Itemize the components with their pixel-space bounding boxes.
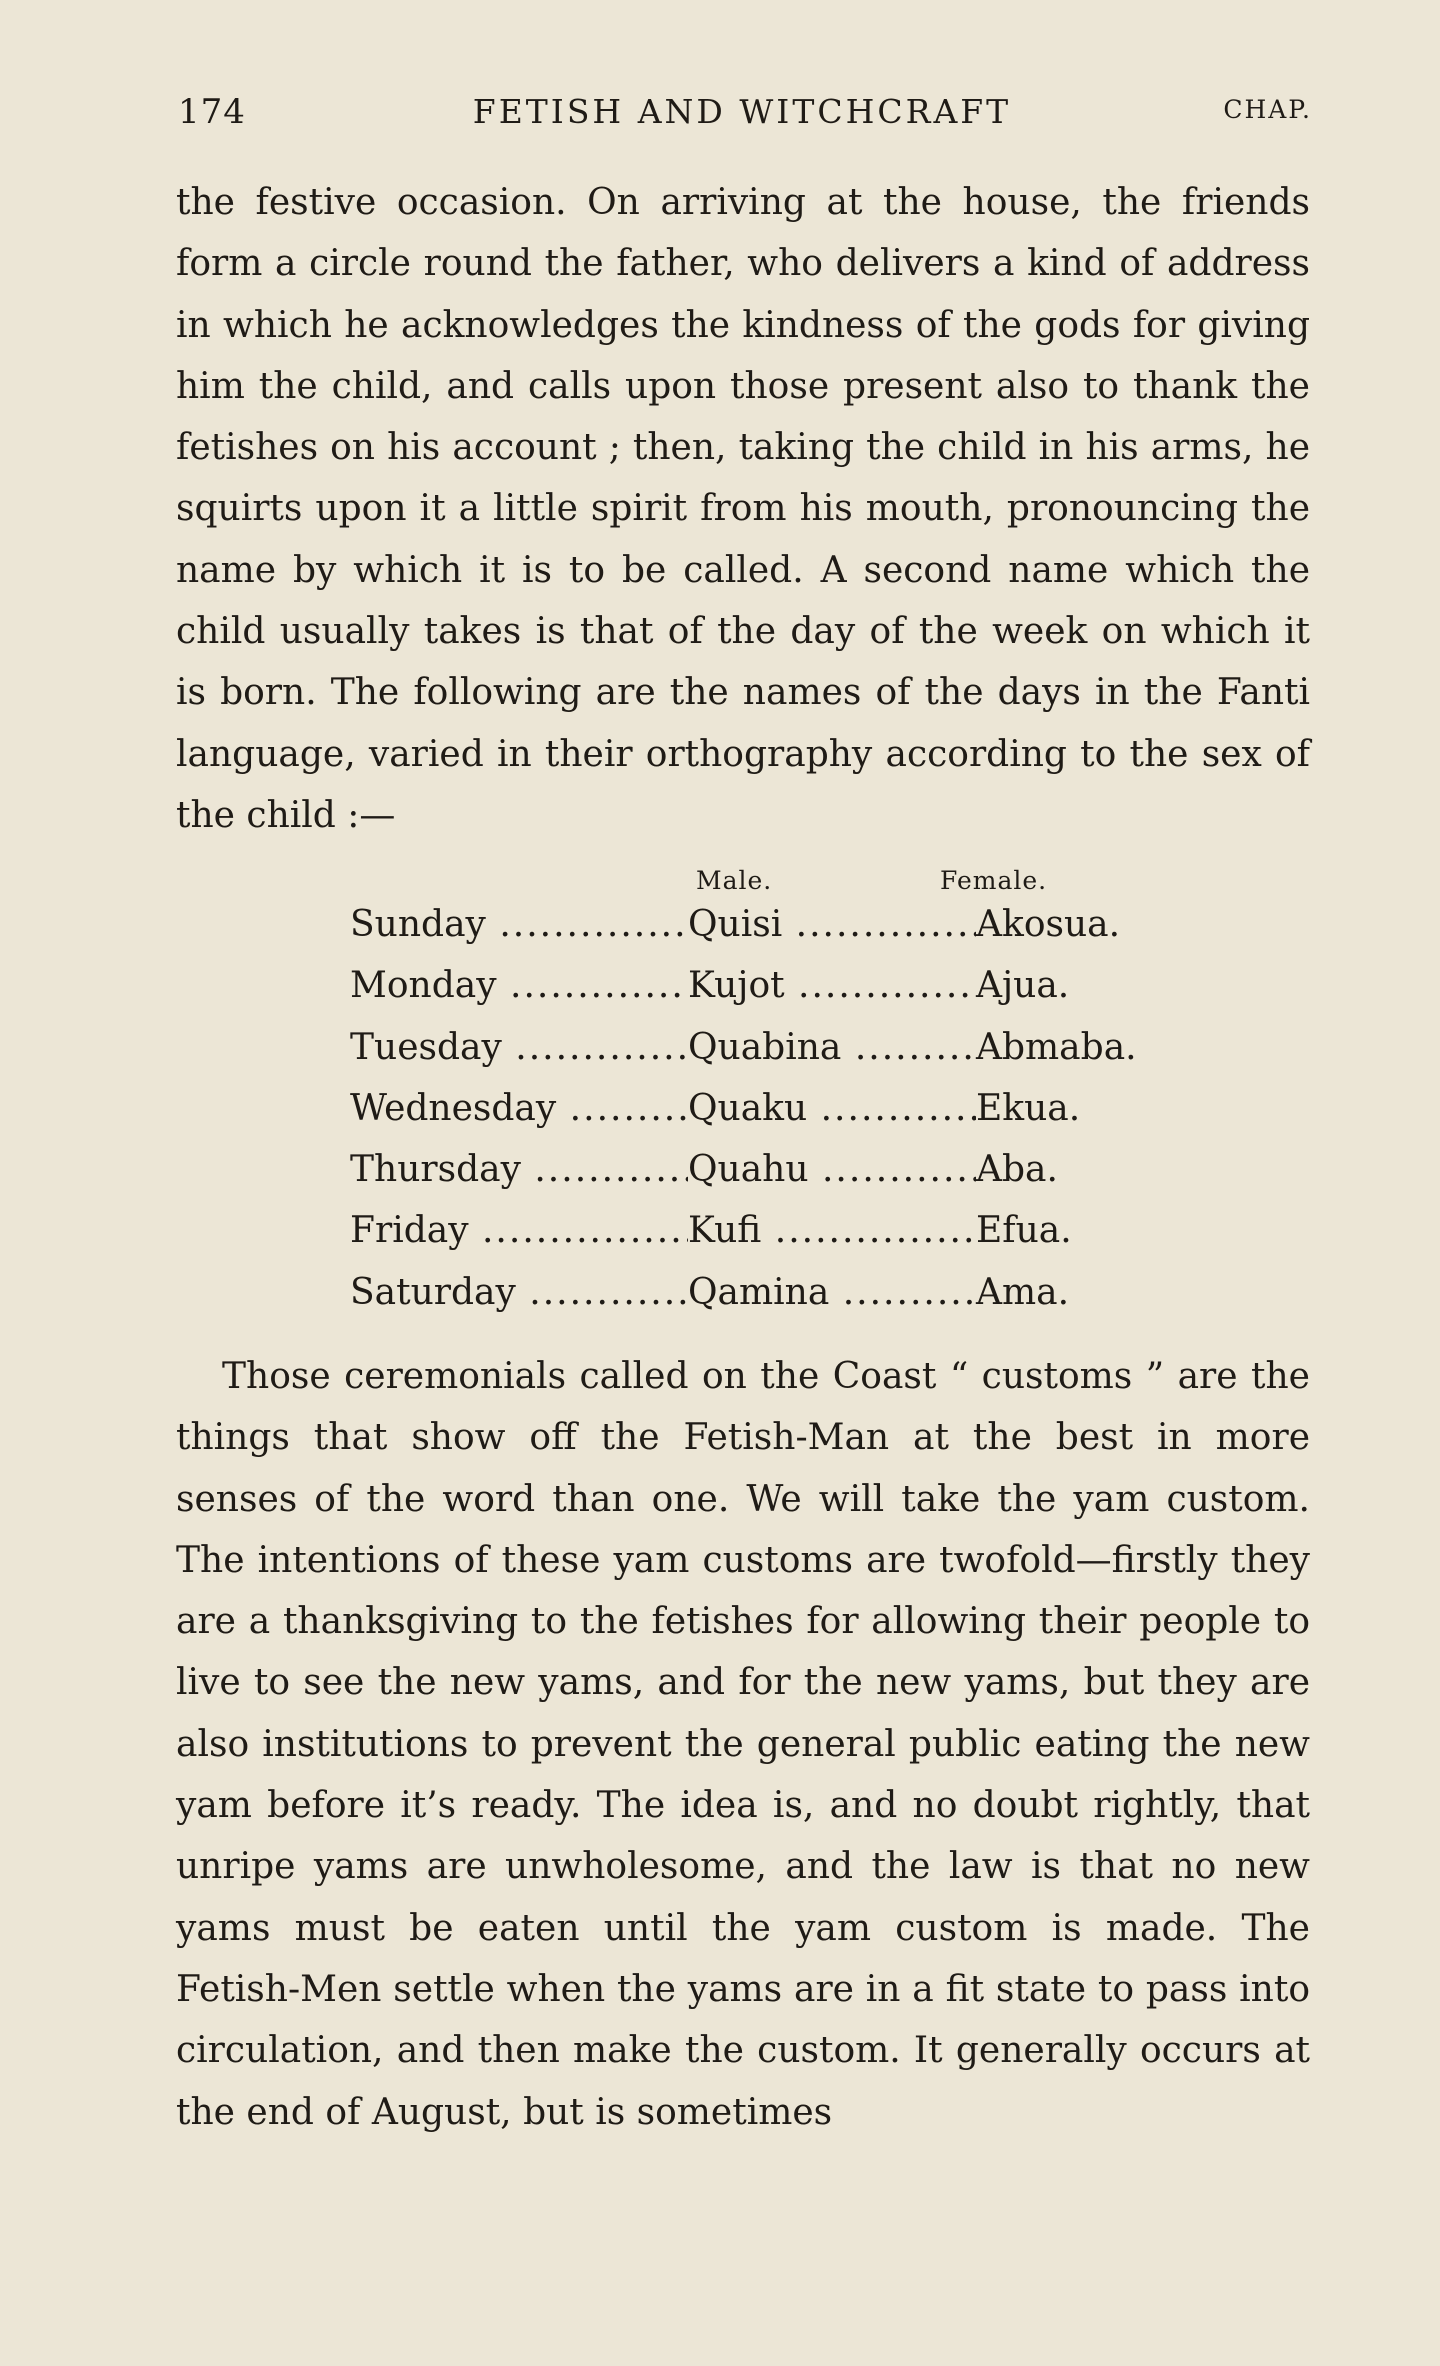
table-row xyxy=(350,1272,1150,1333)
day-names-table xyxy=(350,860,1150,1333)
female-column-heading: Female. xyxy=(940,866,1048,895)
male-name: Qamina ..... xyxy=(688,1272,976,1313)
day-name: Saturday ..... xyxy=(350,1272,688,1313)
day-name: Monday ..... xyxy=(350,965,688,1006)
table-row xyxy=(350,1027,1150,1088)
chapter-label: CHAP. xyxy=(1223,95,1312,124)
male-name: Quabina ..... xyxy=(688,1027,976,1068)
table-row xyxy=(350,1149,1150,1210)
female-name: Akosua. xyxy=(976,904,1121,945)
paragraph-1: the festive occasion. On arriving at the house, the friends form a circle round the father, who delivers a kind of address in which he acknowledges the kindness of the gods for giving him the child, and calls upon those present also to thank the fetishes on his account ; then, taking the child in his arms, he squirts upon it a little spirit from his mouth, pronouncing the name by which it is to be called. A second name which the child usually takes is that of the day of the week on which it is born. The following are the names of the days in the Fanti language, varied in their orthography according to the sex of the child :— xyxy=(176,182,1310,836)
day-name: Friday ..... xyxy=(350,1210,688,1251)
female-name: Efua. xyxy=(976,1210,1072,1252)
female-name: Aba. xyxy=(976,1149,1058,1191)
table-row xyxy=(350,965,1150,1026)
female-name: Ama. xyxy=(976,1271,1070,1313)
table-row xyxy=(350,1210,1150,1271)
running-title: FETISH AND WITCHCRAFT xyxy=(472,92,1012,131)
female-name: Ekua. xyxy=(976,1087,1081,1129)
male-name: Kujot ..... xyxy=(688,965,976,1006)
female-name: Ajua. xyxy=(976,965,1070,1007)
male-name: Quisi ..... xyxy=(688,904,976,945)
table-column-headers xyxy=(350,860,1150,904)
male-name: Quahu ..... xyxy=(688,1149,976,1190)
day-name: Sunday ..... xyxy=(350,904,688,945)
day-name: Wednesday ..... xyxy=(350,1088,688,1129)
male-name: Quaku ..... xyxy=(688,1088,976,1129)
day-name: Tuesday ..... xyxy=(350,1027,688,1068)
female-name: Abmaba. xyxy=(976,1026,1137,1068)
paragraph-2: Those ceremonials called on the Coast “ customs ” are the things that show off the Fetish-Man at the best in more senses of the word than one. We will take the yam custom. The intentions of these yam customs are twofold—firstly they are a thanksgiving to the fetishes for allowing their people to live to see the new yams, and for the new yams, but they are also institutions to prevent the general public eating the new yam before it’s ready. The idea is, and no doubt rightly, that unripe yams are unwholesome, and the law is that no new yams must be eaten until the yam custom is made. The Fetish-Men settle when the yams are in a fit state to pass into circulation, and then make the custom. It generally occurs at the end of August, but is sometimes xyxy=(176,1356,1310,2133)
table-row xyxy=(350,1088,1150,1149)
page-header xyxy=(172,92,1312,142)
male-column-heading: Male. xyxy=(696,866,773,895)
page-number: 174 xyxy=(178,92,246,132)
male-name: Kufi ..... xyxy=(688,1210,976,1251)
table-row xyxy=(350,904,1150,965)
day-name: Thursday ..... xyxy=(350,1149,688,1190)
